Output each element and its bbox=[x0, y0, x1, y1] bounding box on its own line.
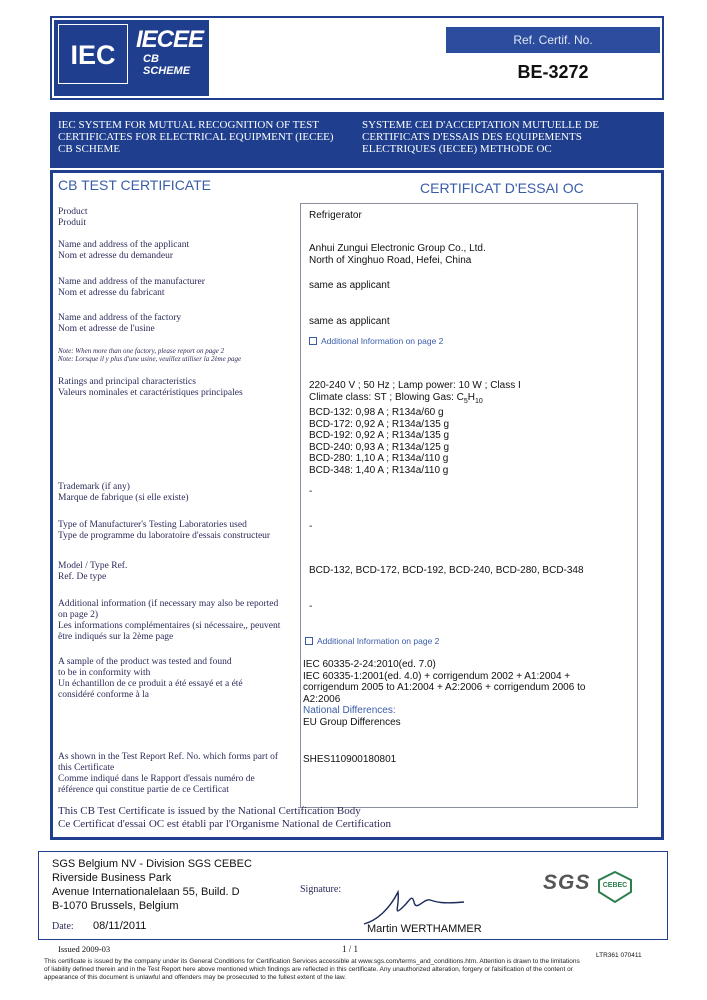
testing-lab-label-en: Type of Manufacturer's Testing Laboratories used bbox=[58, 520, 247, 530]
report-label-fr-2: référence qui constitue partie de ce Certificat bbox=[58, 785, 229, 795]
ratings-label-fr: Valeurs nominales et caractéristiques principales bbox=[58, 388, 243, 398]
conformity-label-fr-1: Un échantillon de ce produit a été essayé et a été bbox=[58, 679, 243, 689]
signature-label: Signature: bbox=[300, 884, 342, 895]
climate-class-text: Climate class: ST ; Blowing Gas: C bbox=[309, 391, 464, 403]
trademark-value: - bbox=[309, 486, 313, 497]
page-number: 1 / 1 bbox=[342, 944, 359, 954]
address-line: B-1070 Brussels, Belgium bbox=[52, 900, 179, 912]
banner-text-en: IEC SYSTEM FOR MUTUAL RECOGNITION OF TEST CERTIFICATES FOR ELECTRICAL EQUIPMENT (IECEE) CB SCHEME bbox=[58, 119, 334, 155]
applicant-label-fr: Nom et adresse du demandeur bbox=[58, 251, 174, 261]
factory-additional-info-checkbox[interactable] bbox=[309, 336, 443, 346]
manufacturer-value: same as applicant bbox=[309, 280, 390, 291]
additional-label-fr-2: être indiqués sur la 2ème page bbox=[58, 632, 174, 642]
trademark-label-en: Trademark (if any) bbox=[58, 482, 130, 492]
manufacturer-label-fr: Nom et adresse du fabricant bbox=[58, 288, 165, 298]
issued-by-statement bbox=[58, 805, 391, 831]
additional-label-fr-1: Les informations complémentaires (si nécessaire,, peuvent bbox=[58, 621, 281, 631]
checkbox-icon bbox=[305, 637, 313, 645]
product-label-fr: Produit bbox=[58, 218, 86, 228]
ratings-label bbox=[58, 377, 243, 399]
cb-text: CB bbox=[143, 53, 159, 65]
signatory-name: Martin WERTHAMMER bbox=[367, 923, 482, 935]
title-en: CB TEST CERTIFICATE bbox=[58, 177, 211, 193]
iec-logo-text: IEC bbox=[58, 24, 128, 84]
applicant-label-en: Name and address of the applicant bbox=[58, 240, 190, 250]
address-line: Avenue Internationalelaan 55, Build. D bbox=[52, 886, 240, 898]
rating-model-line: BCD-172: 0,92 A ; R134a/135 g bbox=[309, 418, 450, 430]
additional-info-checkbox-label: Additional Information on page 2 bbox=[317, 636, 440, 646]
issued-by-fr: Ce Certificat d'essai OC est établi par l'Organisme National de Certification bbox=[58, 818, 392, 830]
banner-text-fr: SYSTEME CEI D'ACCEPTATION MUTUELLE DE CERTIFICATS D'ESSAIS DES EQUIPEMENTS ELECTRIQUES (IECEE) METHODE OC bbox=[362, 119, 599, 155]
applicant-name: Anhui Zungui Electronic Group Co., Ltd. bbox=[309, 243, 486, 254]
product-label-en: Product bbox=[58, 207, 88, 217]
factory-note-fr: Note: Lorsque il y plus d'une usine, veuillez utiliser la 2ème page bbox=[58, 355, 242, 363]
model-label-fr: Ref. De type bbox=[58, 572, 107, 582]
standard-line: IEC 60335-1:2001(ed. 4.0) + corrigendum 2002 + A1:2004 + bbox=[303, 670, 571, 682]
conformity-value bbox=[303, 659, 635, 728]
scheme-text: SCHEME bbox=[143, 65, 191, 77]
cb-scheme-logo-text bbox=[143, 53, 190, 77]
factory-label-en: Name and address of the factory bbox=[58, 313, 182, 323]
ref-certif-label: Ref. Certif. No. bbox=[446, 27, 660, 53]
additional-info-value: - bbox=[309, 601, 313, 612]
sgs-logo: SGS bbox=[543, 871, 591, 894]
address-line: SGS Belgium NV - Division SGS CEBEC bbox=[52, 858, 252, 870]
factory-label-fr: Nom et adresse de l'usine bbox=[58, 324, 155, 334]
additional-info-checkbox[interactable] bbox=[305, 636, 439, 646]
ratings-line1: 220-240 V ; 50 Hz ; Lamp power: 10 W ; Class I bbox=[309, 380, 521, 391]
report-number: SHES110900180801 bbox=[303, 754, 397, 765]
conformity-label-fr-2: considéré conforme à la bbox=[58, 690, 149, 700]
legal-disclaimer bbox=[44, 958, 664, 982]
factory-label bbox=[58, 313, 181, 335]
manufacturer-label-en: Name and address of the manufacturer bbox=[58, 277, 205, 287]
issuer-address bbox=[52, 857, 252, 913]
formula-sub-10: 10 bbox=[475, 397, 483, 405]
applicant-label bbox=[58, 240, 189, 262]
manufacturer-label bbox=[58, 277, 205, 299]
standard-line: IEC 60335-2-24:2010(ed. 7.0) bbox=[303, 659, 436, 670]
testing-lab-label bbox=[58, 520, 270, 542]
formula-h: H bbox=[467, 391, 476, 403]
report-label-en-2: this Certificate bbox=[58, 763, 115, 773]
ratings-label-en: Ratings and principal characteristics bbox=[58, 377, 196, 387]
issued-by-en: This CB Test Certificate is issued by the National Certification Body bbox=[58, 805, 361, 817]
iecee-logo-text: IECEE bbox=[136, 26, 204, 53]
applicant-address: North of Xinghuo Road, Hefei, China bbox=[309, 254, 472, 266]
rating-model-line: BCD-192: 0,92 A ; R134a/135 g bbox=[309, 430, 450, 441]
conformity-label-en-1: A sample of the product was tested and found bbox=[58, 657, 232, 667]
rating-model-line: BCD-132: 0,98 A ; R134a/60 g bbox=[309, 407, 444, 418]
ratings-value bbox=[309, 380, 634, 476]
conformity-label-en-2: to be in conformity with bbox=[58, 668, 151, 678]
factory-note-en: Note: When more than one factory, please report on page 2 bbox=[58, 347, 225, 355]
form-reference: LTR361 070411 bbox=[596, 952, 642, 959]
additional-info-label bbox=[58, 599, 280, 643]
model-label-en: Model / Type Ref. bbox=[58, 561, 128, 571]
checkbox-icon bbox=[309, 337, 317, 345]
additional-label-en-2: on page 2) bbox=[58, 610, 99, 620]
rating-model-line: BCD-348: 1,40 A ; R134a/110 g bbox=[309, 464, 449, 476]
factory-value: same as applicant bbox=[309, 316, 390, 327]
testing-lab-value: - bbox=[309, 521, 313, 532]
product-value: Refrigerator bbox=[309, 210, 362, 221]
factory-additional-info-label: Additional Information on page 2 bbox=[321, 336, 444, 346]
cebec-logo-text: CEBEC bbox=[602, 882, 628, 889]
report-label-fr-1: Comme indiqué dans le Rapport d'essais numéro de bbox=[58, 774, 255, 784]
report-label-en-1: As shown in the Test Report Ref. No. which forms part of bbox=[58, 752, 279, 762]
product-label bbox=[58, 207, 88, 229]
disclaimer-line: This certificate is issued by the company under its General Conditions for Certification Services accessible at www.sgs.com/terms_and_conditions.htm. Attention is drawn to the limitations bbox=[44, 958, 580, 965]
factory-note bbox=[58, 347, 241, 363]
report-label bbox=[58, 752, 278, 796]
ref-certif-number: BE-3272 bbox=[517, 62, 589, 82]
ratings-line2 bbox=[309, 392, 634, 408]
national-differences-label: National Differences: bbox=[303, 705, 396, 716]
trademark-label bbox=[58, 482, 189, 504]
model-label bbox=[58, 561, 127, 583]
conformity-label bbox=[58, 657, 243, 701]
additional-label-en-1: Additional information (if necessary may also be reported bbox=[58, 599, 279, 609]
national-differences-value: EU Group Differences bbox=[303, 716, 401, 728]
issued-date: Issued 2009-03 bbox=[58, 944, 111, 954]
date-label: Date: bbox=[52, 921, 74, 932]
rating-model-line: BCD-240: 0,93 A ; R134a/125 g bbox=[309, 441, 450, 453]
address-line: Riverside Business Park bbox=[52, 872, 172, 884]
trademark-label-fr: Marque de fabrique (si elle existe) bbox=[58, 493, 189, 503]
formula-sub-5: 5 bbox=[463, 397, 468, 405]
disclaimer-line: appearance of this document is unlawful and offenders may be prosecuted to the fullest extent of the law. bbox=[44, 974, 346, 981]
standard-line: A2:2006 bbox=[303, 693, 341, 705]
disclaimer-line: of liability defined therein and in the Test Report here above mentioned which findings are reflected in this certificate. Any unauthorized alteration, forgery or falsification of the content or bbox=[44, 966, 573, 973]
model-value: BCD-132, BCD-172, BCD-192, BCD-240, BCD-280, BCD-348 bbox=[309, 565, 584, 576]
standard-line: corrigendum 2005 to A1:2004 + A2:2006 + corrigendum 2006 to bbox=[303, 682, 586, 693]
title-fr: CERTIFICAT D'ESSAI OC bbox=[420, 180, 584, 196]
date-value: 08/11/2011 bbox=[93, 920, 147, 932]
testing-lab-label-fr: Type de programme du laboratoire d'essais constructeur bbox=[58, 531, 271, 541]
applicant-value bbox=[309, 243, 486, 266]
rating-model-line: BCD-280: 1,10 A ; R134a/110 g bbox=[309, 453, 449, 464]
